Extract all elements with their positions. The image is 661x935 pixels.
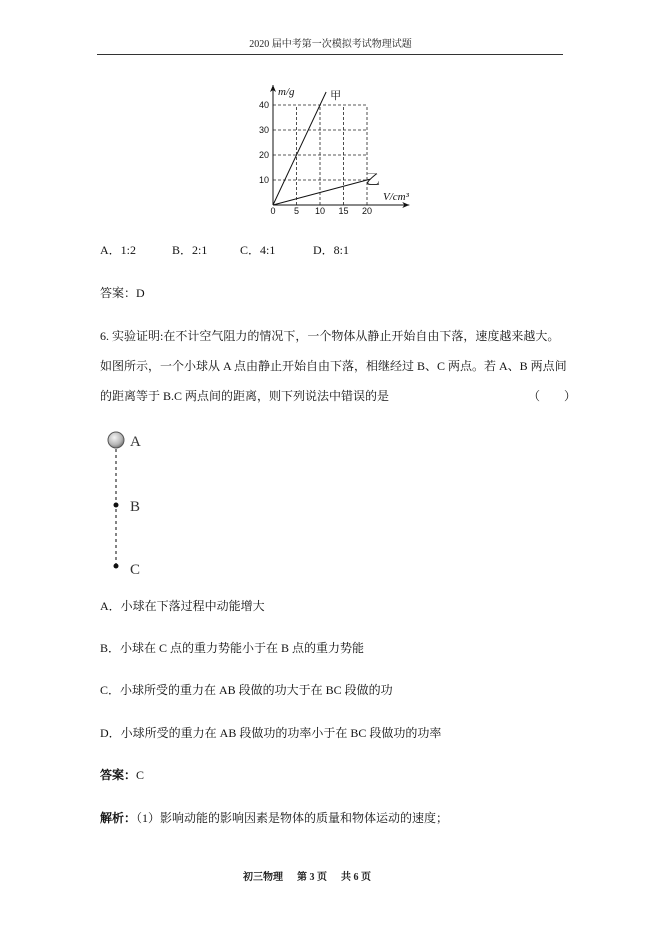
q5-answer-label: 答案： [100,286,137,300]
page-footer [243,872,371,884]
ball [108,432,124,448]
q6-option-b: B．小球在 C 点的重力势能小于在 B 点的重力势能 [100,641,365,655]
footer-subject: 初三物理 [243,872,283,883]
y-tick-label: 40 [258,100,269,110]
x-tick-label: 15 [338,206,349,216]
q6-answer-label: 答案： [100,768,137,782]
q5-answer-value: D [136,286,145,300]
q6-option-c: C．小球所受的重力在 AB 段做的功大于在 BC 段做的功 [100,683,393,697]
y-tick-label: 10 [258,175,269,185]
q6-answer-value: C [136,768,145,782]
y-tick-label: 30 [258,125,269,135]
point-c-label: C [130,562,141,578]
point-b-label: B [130,499,141,515]
footer-total-pages: 共 6 页 [341,872,371,883]
q5-option-d: D．8:1 [313,243,350,257]
q6-analysis-label: 解析： [100,811,137,825]
q6-option-a: A．小球在下落过程中动能增大 [100,599,265,613]
series-line-1 [273,92,326,205]
header-divider [97,54,563,55]
q6-analysis [100,810,448,826]
footer-page-number: 第 3 页 [297,872,327,883]
q6-stem-line-2: 如图所示，一个小球从 A 点由静止开始自由下落，相继经过 B、C 两点。若 A、B 两点间 [100,359,567,373]
q6-option-d: D．小球所受的重力在 AB 段做功的功率小于在 BC 段做功的功率 [100,726,442,740]
q5-option-b: B．2:1 [172,243,208,257]
series-line-2 [273,179,370,205]
mass-volume-chart [240,78,430,223]
y-axis-label: m/g [278,86,295,98]
point-c-dot [114,564,119,569]
series-label-1: 甲 [330,89,342,102]
q6-stem-line-3: 的距离等于 B.C 两点间的距离，则下列说法中错误的是 [100,389,390,403]
x-tick-label: 10 [314,206,326,216]
x-tick-label: 20 [361,206,373,216]
q5-option-c: C．4:1 [240,243,276,257]
q5-answer [100,285,145,301]
y-tick-label: 20 [258,150,269,160]
q6-analysis-text: （1）影响动能的影响因素是物体的质量和物体运动的速度； [136,811,449,825]
x-tick-label: 0 [270,206,276,216]
falling-ball-figure [100,425,150,580]
chart-plot-area [259,85,410,216]
series-label-2: 乙 [365,172,380,189]
q5-option-a: A．1:2 [100,243,137,257]
x-tick-label: 5 [293,206,300,216]
q6-answer-bracket: （ ） [528,389,577,403]
q6-answer [100,767,144,783]
point-a-label: A [130,434,141,450]
page-header-title: 2020 届中考第一次模拟考试物理试题 [249,39,412,50]
point-b-dot [114,503,119,508]
q6-stem-line-1: 6. 实验证明:在不计空气阻力的情况下，一个物体从静止开始自由下落，速度越来越大。 [100,329,560,343]
x-axis-label: V/cm³ [383,191,409,203]
